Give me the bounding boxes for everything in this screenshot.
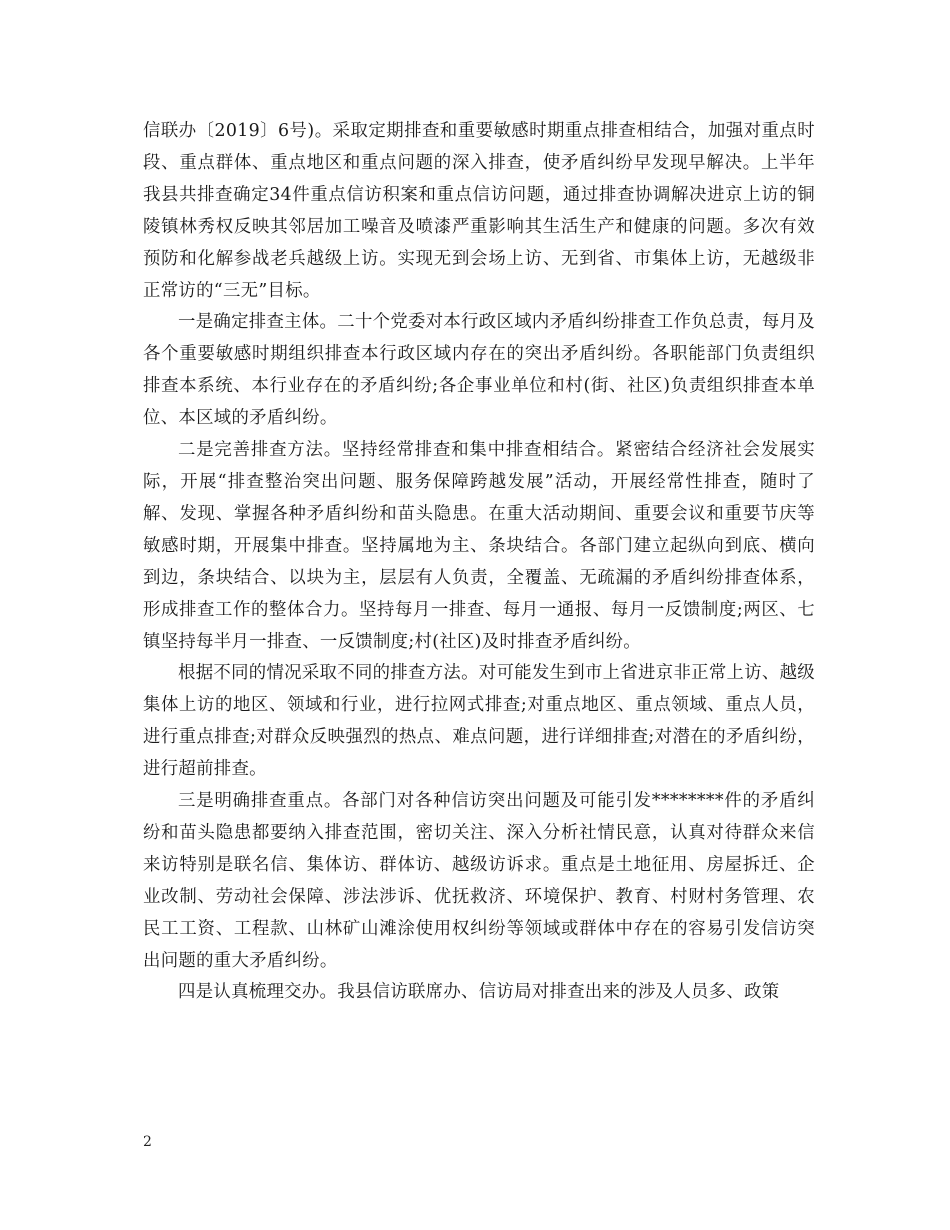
- paragraph-4: 根据不同的情况采取不同的排查方法。对可能发生到市上省进京非正常上访、越级集体上访的地区、领域和行业，进行拉网式排查;对重点地区、重点领域、重点人员，进行重点排查;对群众反映强烈的热点、难点问题，进行详细排查;对潜在的矛盾纠纷，进行超前排查。: [143, 663, 815, 780]
- document-body: [143, 116, 815, 1009]
- paragraph-2: 一是确定排查主体。二十个党委对本行政区域内矛盾纠纷排查工作负总责，每月及各个重要敏感时期组织排查本行政区域内存在的突出矛盾纠纷。各职能部门负责组织排查本系统、本行业存在的矛盾纠纷;各企事业单位和村(街、社区)负责组织排查本单位、本区域的矛盾纠纷。: [143, 312, 815, 429]
- page-number: 2: [143, 1134, 152, 1150]
- paragraph-5: 三是明确排查重点。各部门对各种信访突出问题及可能引发********件的矛盾纠纷和苗头隐患都要纳入排查范围，密切关注、深入分析社情民意，认真对待群众来信来访特别是联名信、集体访、群体访、越级访诉求。重点是土地征用、房屋拆迁、企业改制、劳动社会保障、涉法涉诉、优抚救济、环境保护、教育、村财村务管理、农民工工资、工程款、山林矿山滩涂使用权纠纷等领域或群体中存在的容易引发信访突出问题的重大矛盾纠纷。: [143, 791, 815, 971]
- paragraph-3: 二是完善排查方法。坚持经常排查和集中排查相结合。紧密结合经济社会发展实际，开展“排查整治突出问题、服务保障跨越发展”活动，开展经常性排查，随时了解、发现、掌握各种矛盾纠纷和苗头隐患。在重大活动期间、重要会议和重要节庆等敏感时期，开展集中排查。坚持属地为主、条块结合。各部门建立起纵向到底、横向到边，条块结合、以块为主，层层有人负责，全覆盖、无疏漏的矛盾纠纷排查体系，形成排查工作的整体合力。坚持每月一排查、每月一通报、每月一反馈制度;两区、七镇坚持每半月一排查、一反馈制度;村(社区)及时排查矛盾纠纷。: [143, 440, 815, 652]
- paragraph-1: 信联办〔2019〕6号)。采取定期排查和重要敏感时期重点排查相结合，加强对重点时段、重点群体、重点地区和重点问题的深入排查，使矛盾纠纷早发现早解决。上半年我县共排查确定34件重点信访积案和重点信访问题，通过排查协调解决进京上访的铜陵镇林秀权反映其邻居加工噪音及喷漆严重影响其生活生产和健康的问题。多次有效预防和化解参战老兵越级上访。实现无到会场上访、无到省、市集体上访，无越级非正常访的“三无”目标。: [143, 121, 815, 301]
- paragraph-6: 四是认真梳理交办。我县信访联席办、信访局对排查出来的涉及人员多、政策: [178, 982, 780, 1003]
